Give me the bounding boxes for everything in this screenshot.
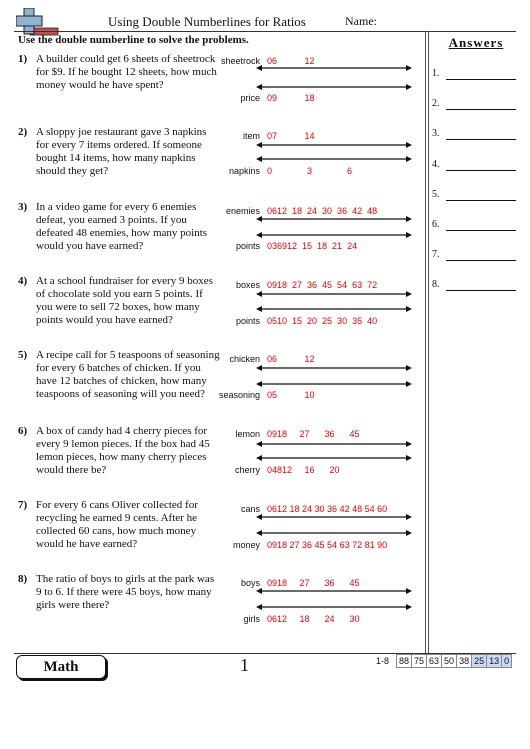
score-cell: 25 (472, 655, 487, 668)
answer-number: 8. (432, 279, 440, 290)
problem-number: 2) (18, 126, 28, 138)
top-line-label: item (242, 131, 260, 141)
problem-text: A sloppy joe restaurant gave 3 napkins for every 7 items ordered. If someone bought 14 items, how many napkins should they get? (36, 126, 207, 177)
top-line-numbers: 06 12 (267, 354, 315, 364)
top-line-label: boxes (235, 280, 260, 290)
double-arrow-line (256, 155, 412, 163)
score-cell: 63 (427, 655, 442, 668)
bottom-line-numbers: 0 3 6 (267, 166, 353, 176)
page-number: 1 (240, 655, 249, 675)
header-divider (14, 31, 516, 32)
double-arrow-line (256, 529, 412, 537)
double-arrow-line (256, 64, 412, 72)
answers-title: Answers (448, 35, 504, 50)
score-cell: 0 (502, 655, 512, 668)
problem-text: A recipe call for 5 teaspoons of seasoning for every 6 batches of chicken. If you have 12 batches of chicken, how many teaspoons of seasoning will you need? (36, 349, 220, 400)
double-arrow-line (256, 364, 412, 372)
bottom-line-label: points (235, 316, 260, 326)
double-arrow-line (256, 440, 412, 448)
answer-column-divider-inner (428, 31, 429, 653)
answer-line-4[interactable] (446, 170, 516, 171)
score-range-label: 1-8 (376, 656, 390, 666)
problem-number: 4) (18, 275, 28, 287)
bottom-line-label: seasoning (218, 390, 260, 400)
name-label: Name: (345, 14, 377, 28)
bottom-line-label: girls (243, 614, 260, 624)
double-arrow-line (256, 305, 412, 313)
score-cell: 88 (397, 655, 412, 668)
top-line-label: enemies (225, 206, 260, 216)
bottom-line-label: points (235, 241, 260, 251)
score-table (396, 654, 512, 668)
top-line-label: boys (240, 578, 260, 588)
double-arrow-line (256, 603, 412, 611)
top-line-numbers: 0612 18 24 30 36 42 48 54 60 (267, 504, 388, 514)
double-arrow-line (256, 83, 412, 91)
answer-number: 6. (432, 219, 440, 230)
top-line-numbers: 0918 27 36 45 (267, 578, 360, 588)
problem-number: 7) (18, 499, 28, 511)
top-line-label: chicken (229, 354, 260, 364)
answer-line-3[interactable] (446, 139, 516, 140)
bottom-line-numbers: 0612 18 24 30 (267, 614, 360, 624)
top-line-numbers: 0918 27 36 45 54 63 72 (267, 280, 378, 290)
top-line-numbers: 06 12 (267, 56, 315, 66)
bottom-line-numbers: 05 10 (267, 390, 315, 400)
problem-number: 6) (18, 425, 28, 437)
problem-text: For every 6 cans Oliver collected for recycling he earned 9 cents. After he collected 60 cans, how much money would he have earned? (36, 499, 198, 550)
answer-number: 3. (432, 128, 440, 139)
instructions: Use the double numberline to solve the problems. (18, 34, 249, 46)
bottom-line-label: price (240, 93, 260, 103)
page-title: Using Double Numberlines for Ratios (108, 14, 306, 29)
answer-column-divider (425, 31, 426, 653)
problem-number: 3) (18, 201, 28, 213)
double-arrow-line (256, 215, 412, 223)
answer-number: 7. (432, 249, 440, 260)
bottom-line-numbers: 0918 27 36 45 54 63 72 81 90 (267, 540, 388, 550)
answer-line-8[interactable] (446, 290, 516, 291)
problem-text: The ratio of boys to girls at the park was 9 to 6. If there were 45 boys, how many girls were there? (36, 573, 215, 611)
bottom-line-numbers: 04812 16 20 (267, 465, 340, 475)
answer-line-5[interactable] (446, 200, 516, 201)
problem-number: 1) (18, 53, 28, 65)
answer-number: 1. (432, 68, 440, 79)
answer-line-6[interactable] (446, 230, 516, 231)
bottom-line-numbers: 0510 15 20 25 30 35 40 (267, 316, 378, 326)
double-arrow-line (256, 231, 412, 239)
problem-number: 5) (18, 349, 28, 361)
double-arrow-line (256, 290, 412, 298)
bottom-line-label: napkins (228, 166, 260, 176)
double-arrow-line (256, 513, 412, 521)
answer-number: 4. (432, 159, 440, 170)
score-cell: 50 (442, 655, 457, 668)
bottom-line-numbers: 09 18 (267, 93, 315, 103)
top-line-numbers: 07 14 (267, 131, 315, 141)
score-cell: 38 (457, 655, 472, 668)
answer-number: 2. (432, 98, 440, 109)
problem-number: 8) (18, 573, 28, 585)
double-arrow-line (256, 141, 412, 149)
answer-line-1[interactable] (446, 79, 516, 80)
problem-text: A box of candy had 4 cherry pieces for every 9 lemon pieces. If the box had 45 lemon pieces, how many cherry pieces would there be? (36, 425, 210, 476)
problem-text: A builder could get 6 sheets of sheetrock for $9. If he bought 12 sheets, how much money would he have spent? (36, 53, 217, 91)
bottom-line-numbers: 036912 15 18 21 24 (267, 241, 358, 251)
top-line-label: cans (240, 504, 260, 514)
answer-line-7[interactable] (446, 260, 516, 261)
top-line-label: lemon (235, 429, 260, 439)
answer-line-2[interactable] (446, 109, 516, 110)
bottom-line-label: money (232, 540, 260, 550)
problem-text: In a video game for every 6 enemies defeat, you earned 3 points. If you defeated 48 enemies, how many points would you have earned? (36, 201, 208, 252)
double-arrow-line (256, 380, 412, 388)
top-line-numbers: 0918 27 36 45 (267, 429, 360, 439)
double-arrow-line (256, 454, 412, 462)
problem-text: At a school fundraiser for every 9 boxes of chocolate sold you earn 5 points. If you were to sell 72 boxes, how many points would you have earned? (36, 275, 213, 326)
score-cell: 75 (412, 655, 427, 668)
top-line-label: sheetrock (220, 56, 260, 66)
answer-number: 5. (432, 189, 440, 200)
score-cell: 13 (487, 655, 502, 668)
top-line-numbers: 0612 18 24 30 36 42 48 (267, 206, 378, 216)
math-badge: Math (16, 655, 106, 679)
bottom-line-label: cherry (234, 465, 260, 475)
double-arrow-line (256, 587, 412, 595)
